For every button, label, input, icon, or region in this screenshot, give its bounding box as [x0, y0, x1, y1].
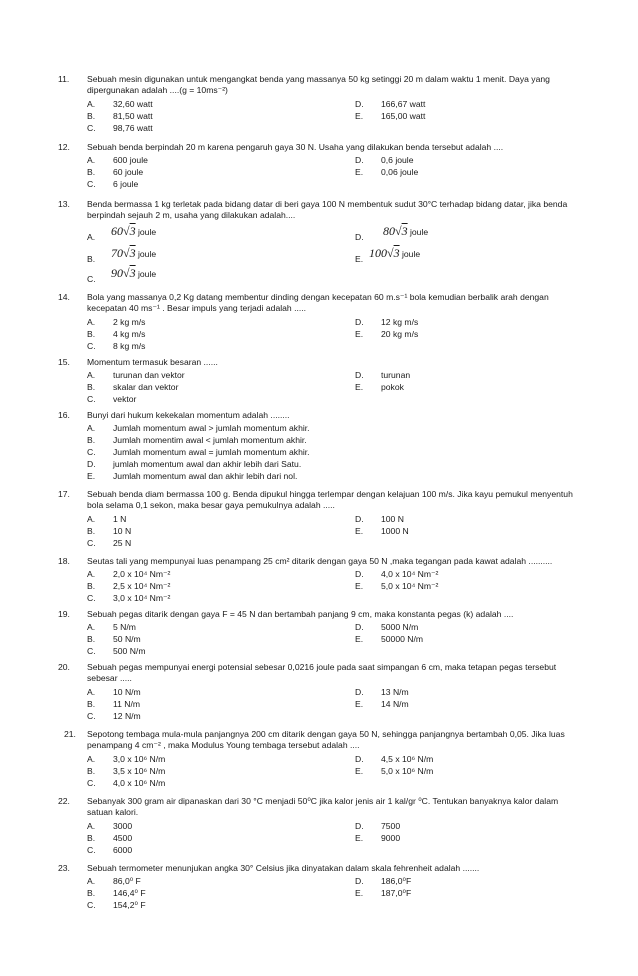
- question-number: 13.: [58, 199, 70, 209]
- question-number: 14.: [58, 292, 70, 302]
- question-number: 23.: [58, 863, 70, 873]
- question-stem: Sebuah termometer menunjukan angka 30° Celsius jika dinyatakan dalam skala fehrenheit adalah .......: [87, 863, 480, 873]
- question-number: 17.: [58, 489, 70, 499]
- question-stem: Sebuah benda berpindah 20 m karena pengaruh gaya 30 N. Usaha yang dilakukan benda tersebut adalah ....: [87, 142, 504, 152]
- question-number: 11.: [58, 74, 70, 84]
- question-number: 15.: [58, 357, 70, 367]
- question-number: 22.: [58, 796, 70, 806]
- exam-page: 11. Sebuah mesin digunakan untuk mengangkat benda yang massanya 50 kg setinggi 20 m dalam waktu 1 menit. Daya yang dipergunakan adalah ....(g = 10ms⁻²) A. 32,60 watt D. 166,67 watt B. 81,50 watt E. 165,00 watt C. 98,76 watt 12. Sebuah benda berpindah 20 m karena pengaruh gaya 30 N. Usaha yang dilakukan benda tersebut adalah .... A. 600 joule D. 0,6 joule B. 60 joule E. 0,06 joule C. 6 joule 13. Benda bermassa 1 kg terletak pada bidang datar di beri gaya 100 N membentuk sudut 30°C terhadap bidang datar, jika benda berpindah sejauh 2 m, usaha yang dilakukan adalah.... A. 60√3 joule D. 80√3 joule B. 70√3 joule E. 100√3 joule C. 90√3 joule 14. Bola yang massanya 0,2 Kg datang membentur dinding dengan kecepatan 60 m.s⁻¹ bola kemudian berbalik arah dengan kecepatan 40 ms⁻¹ . Besar impuls yang terjadi adalah ..... A. 2 kg m/s D. 12 kg m/s B. 4 kg m/s E. 20 kg m/s C. 8 kg m/s 15. Momentum termasuk besaran ...... A. turunan dan vektor D. turunan B. skalar dan vektor E. pokok C. vektor 16. Bunyi dari hukum kekekalan momentum adalah ........ A. Jumlah momentum awal > jumlah momentum akhir. B. Jumlah momentim awal < jumlah momentum akhir. C. Jumlah momentum awal = jumlah momentum akhir. D. jumlah momentum awal dan akhir lebih dari Satu. E. Jumlah momentum awal dan akhir lebih dari nol. 17. Sebuah benda diam bermassa 100 g. Benda dipukul hingga terlempar dengan kelajuan 100 m/s. Jika kayu pemukul menyentuh bola selama 0,1 sekon, maka besar gaya pemukulnya adalah ..... A. 1 N D. 100 N B. 10 N E. 1000 N C. 25 N 18. Seutas tali yang mempunyai luas penampang 25 cm² ditarik dengan gaya 50 N ,maka tegangan pada kawat adalah .......... A. 2,0 x 10⁴ Nm⁻² D. 4,0 x 10⁴ Nm⁻² B. 2,5 x 10⁴ Nm⁻² E. 5,0 x 10⁴ Nm⁻² C. 3,0 x 10⁴ Nm⁻² 19. Sebuah pegas ditarik dengan gaya F = 45 N dan bertambah panjang 9 cm, maka konstanta pegas (k) adalah .... A. 5 N/m D. 5000 N/m B. 50 N/m E. 50000 N/m C. 500 N/m 20. Sebuah pegas mempunyai energi potensial sebesar 0,0216 joule pada saat simpangan 6 cm, maka tetapan pegas tersebut sebesar ..... A. 10 N/m D. 13 N/m B. 11 N/m E. 14 N/m C. 12 N/m 21. Sepotong tembaga mula-mula panjangnya 200 cm ditarik dengan gaya 50 N, sehingga panjangnya bertambah 0,05. Jika luas penampang 4 cm⁻² , maka Modulus Young tembaga tersebut adalah .... A. 3,0 x 10⁶ N/m D. 4,5 x 10⁶ N/m B. 3,5 x 10⁶ N/m E. 5,0 x 10⁶ N/m C. 4,0 x 10⁶ N/m 22. Sebanyak 300 gram air dipanaskan dari 30 °C menjadi 50⁰C jika kalor jenis air 1 kal/gr ⁰C. Tentukan banyaknya kalor dalam satuan kalori. A. 3000 D. 7500 B. 4500 E. 9000 C. 6000 23. Sebuah termometer menunjukan angka 30° Celsius jika dinyatakan dalam skala fehrenheit adalah ....... A. 86,0⁰ F D. 186,0⁰F B. 146,4⁰ F E. 187,0⁰F C. 154,2⁰ F: [0, 0, 638, 976]
- question-stem: Bunyi dari hukum kekekalan momentum adalah ........: [87, 410, 290, 420]
- question-number: 19.: [58, 609, 70, 619]
- question-stem: Bola yang massanya 0,2 Kg datang membentur dinding dengan kecepatan 60 m.s⁻¹ bola kemudian berbalik arah dengan kecepatan 40 ms⁻¹ . Besar impuls yang terjadi adalah .....: [87, 292, 549, 314]
- question-number: 21.: [64, 729, 76, 739]
- question-number: 20.: [58, 662, 70, 672]
- question-stem: Sepotong tembaga mula-mula panjangnya 200 cm ditarik dengan gaya 50 N, sehingga panjangnya bertambah 0,05. Jika luas penampang 4 cm⁻² , maka Modulus Young tembaga tersebut adalah ....: [87, 729, 565, 751]
- question-stem: Sebuah mesin digunakan untuk mengangkat benda yang massanya 50 kg setinggi 20 m dalam waktu 1 menit. Daya yang dipergunakan adalah ....(g = 10ms⁻²): [87, 74, 550, 96]
- question-stem: Sebuah pegas ditarik dengan gaya F = 45 N dan bertambah panjang 9 cm, maka konstanta pegas (k) adalah ....: [87, 609, 514, 619]
- question-stem: Sebuah benda diam bermassa 100 g. Benda dipukul hingga terlempar dengan kelajuan 100 m/s. Jika kayu pemukul menyentuh bola selama 0,1 sekon, maka besar gaya pemukulnya adalah .....: [87, 489, 573, 511]
- question-number: 12.: [58, 142, 70, 152]
- question-number: 18.: [58, 556, 70, 566]
- question-number: 16.: [58, 410, 70, 420]
- question-stem: Benda bermassa 1 kg terletak pada bidang datar di beri gaya 100 N membentuk sudut 30°C terhadap bidang datar, jika benda berpindah sejauh 2 m, usaha yang dilakukan adalah....: [87, 199, 568, 221]
- question-stem: Momentum termasuk besaran ......: [87, 357, 218, 367]
- question-stem: Sebuah pegas mempunyai energi potensial sebesar 0,0216 joule pada saat simpangan 6 cm, maka tetapan pegas tersebut sebesar .....: [87, 662, 557, 684]
- question-stem: Seutas tali yang mempunyai luas penampang 25 cm² ditarik dengan gaya 50 N ,maka tegangan pada kawat adalah ..........: [87, 556, 553, 566]
- question-stem: Sebanyak 300 gram air dipanaskan dari 30 °C menjadi 50⁰C jika kalor jenis air 1 kal/gr ⁰C. Tentukan banyaknya kalor dalam satuan kalori.: [87, 796, 559, 818]
